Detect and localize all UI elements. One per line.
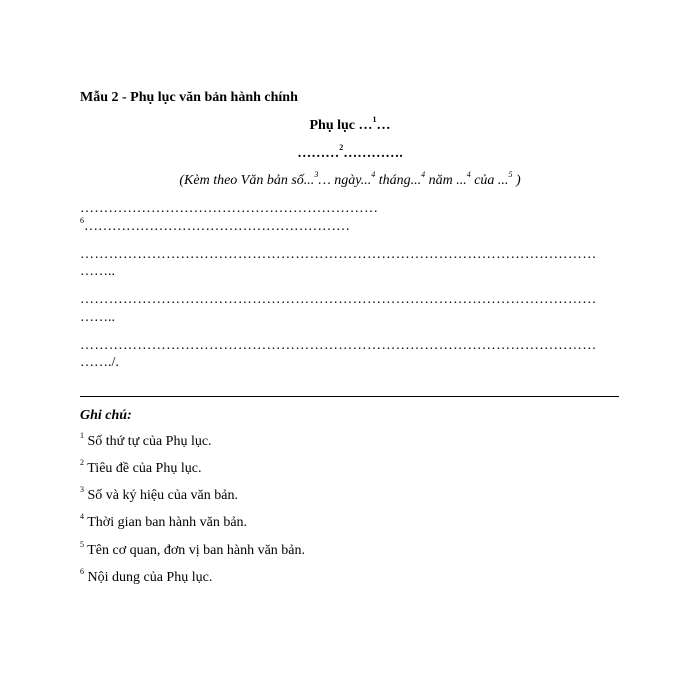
appendix-subtitle: [80, 143, 620, 162]
content-line-5: ………………………………………………………………………………………………: [80, 292, 597, 307]
content-line-2: [80, 216, 350, 235]
content-line-4: ……..: [80, 264, 115, 279]
footnote-ref-4b: 4: [421, 170, 426, 180]
attached-note-close: ): [512, 173, 521, 188]
form-title: Mẫu 2 - Phụ lục văn bản hành chính: [80, 90, 298, 105]
attached-note-part3: tháng...: [375, 173, 422, 188]
footnote-ref-2: 2: [339, 143, 344, 153]
note-number-2: 2: [80, 458, 84, 468]
note-text-6: Nội dung của Phụ lục.: [84, 570, 213, 585]
note-text-3: Số và ký hiệu của văn bản.: [84, 488, 238, 503]
footnote-ref-3: 3: [314, 170, 319, 180]
note-text-5: Tên cơ quan, đơn vị ban hành văn bản.: [84, 543, 305, 558]
note-item-4: [80, 512, 248, 531]
note-text-2: Tiêu đề của Phụ lục.: [84, 461, 202, 476]
footnote-ref-5: 5: [508, 170, 513, 180]
note-item-2: [80, 458, 202, 477]
notes-heading: Ghi chú:: [80, 408, 132, 423]
attached-note: [80, 170, 620, 189]
footnote-ref-6: 6: [80, 216, 84, 226]
footnote-ref-4c: 4: [466, 170, 471, 180]
note-number-4: 4: [80, 512, 84, 522]
attached-note-part2: … ngày...: [318, 173, 372, 188]
content-line-8: ……./.: [80, 355, 119, 370]
content-line-3: ………………………………………………………………………………………………: [80, 247, 597, 262]
appendix-subtitle-text: ………: [297, 146, 340, 161]
separator-rule: [80, 396, 619, 397]
appendix-heading-text: Phụ lục …: [309, 118, 373, 133]
note-item-1: [80, 431, 212, 450]
attached-note-part5: của ...: [470, 173, 509, 188]
content-line-7: ………………………………………………………………………………………………: [80, 338, 597, 353]
content-line-6: ……..: [80, 310, 115, 325]
note-item-3: [80, 485, 238, 504]
note-number-3: 3: [80, 485, 84, 495]
attached-note-part4: năm ...: [425, 173, 467, 188]
note-number-5: 5: [80, 540, 84, 550]
appendix-subtitle-tail: ………….: [343, 146, 403, 161]
note-number-6: 6: [80, 567, 84, 577]
attached-note-open: (Kèm theo Văn bản số...: [179, 173, 315, 188]
content-line-1: ………………………………………………………: [80, 201, 379, 216]
footnote-ref-1: 1: [372, 115, 377, 125]
note-number-1: 1: [80, 431, 84, 441]
note-text-1: Số thứ tự của Phụ lục.: [84, 434, 212, 449]
note-item-6: [80, 567, 213, 586]
note-text-4: Thời gian ban hành văn bản.: [84, 515, 248, 530]
note-item-5: [80, 540, 305, 559]
appendix-heading-tail: …: [376, 118, 391, 133]
appendix-heading: [80, 115, 620, 134]
content-line-2-text: …………………………………………………: [84, 219, 350, 234]
footnote-ref-4a: 4: [371, 170, 376, 180]
